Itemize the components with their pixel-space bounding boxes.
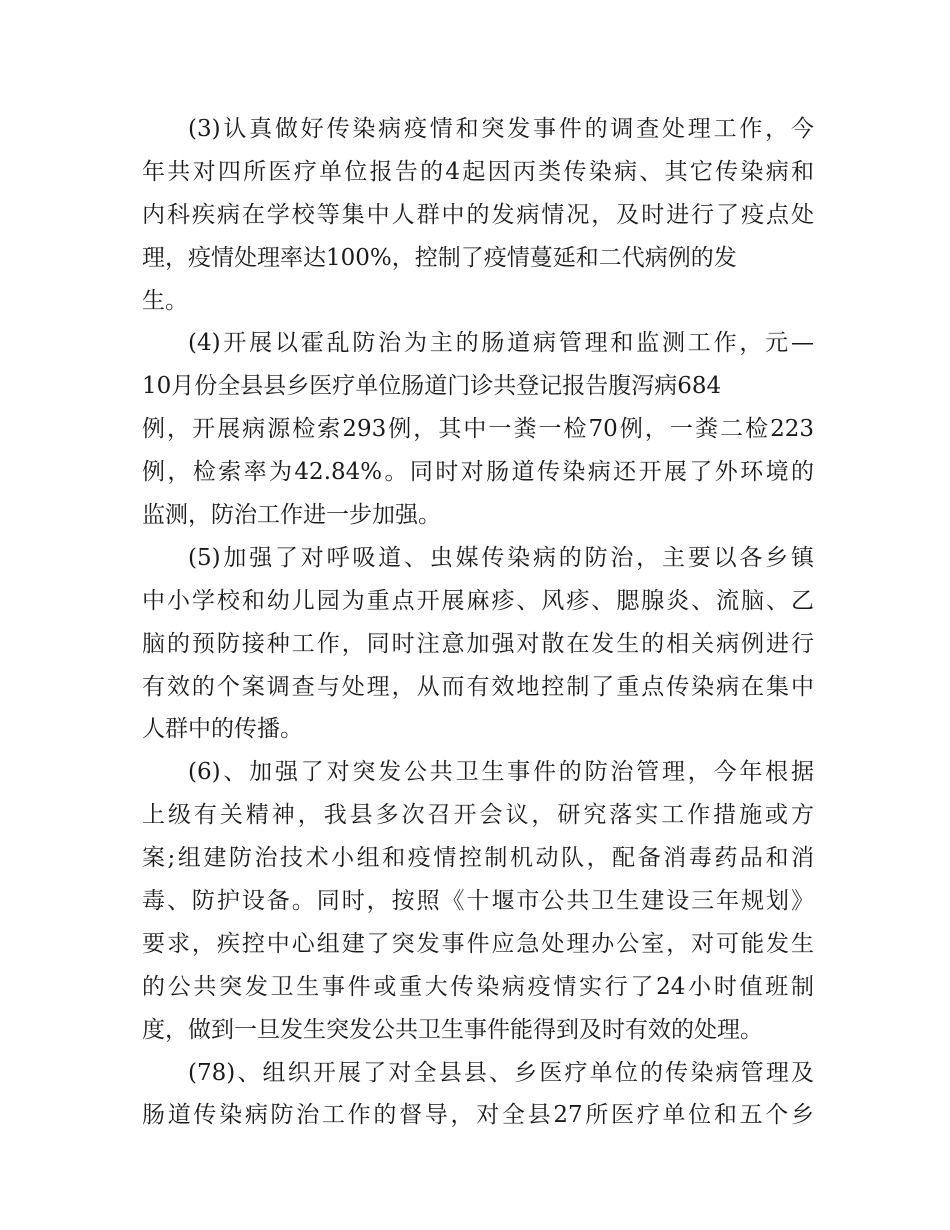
text-line: 案;组建防治技术小组和疫情控制机动队，配备消毒药品和消 <box>142 845 814 872</box>
text-line: 监测，防治工作进一步加强。 <box>142 502 441 529</box>
text-line: (3)认真做好传染病疫情和突发事件的调查处理工作，今 <box>188 116 814 142</box>
document-body <box>142 108 814 1137</box>
text-line: 中小学校和幼儿园为重点开展麻疹、风疹、腮腺炎、流脑、乙 <box>142 587 814 614</box>
text-line: 要求，疾控中心组建了突发事件应急处理办公室，对可能发生 <box>142 930 814 957</box>
text-line: 理，疫情处理率达100%，控制了疫情蔓延和二代病例的发 <box>142 244 737 271</box>
text-line: 毒、防护设备。同时，按照《十堰市公共卫生建设三年规划》 <box>142 888 814 915</box>
text-line: 10月份全县县乡医疗单位肠道门诊共登记报告腹泻病684 <box>142 373 722 400</box>
paragraph-3 <box>142 108 814 322</box>
text-line: 内科疾病在学校等集中人群中的发病情况，及时进行了疫点处 <box>142 201 814 228</box>
text-line: (6)、加强了对突发公共卫生事件的防治管理，今年根据 <box>188 759 814 786</box>
paragraph-5 <box>142 537 814 751</box>
text-line: 脑的预防接种工作，同时注意加强对散在发生的相关病例进行 <box>142 630 814 657</box>
text-line: 年共对四所医疗单位报告的4起因丙类传染病、其它传染病和 <box>142 158 814 185</box>
text-line: 有效的个案调查与处理，从而有效地控制了重点传染病在集中 <box>142 673 814 700</box>
text-line: 的公共突发卫生事件或重大传染病疫情实行了24小时值班制 <box>142 973 814 1000</box>
text-line: 例，开展病源检索293例，其中一粪一检70例，一粪二检223 <box>142 416 814 443</box>
text-line: 生。 <box>142 287 188 314</box>
paragraph-6 <box>142 751 814 1051</box>
text-line: (5)加强了对呼吸道、虫媒传染病的防治，主要以各乡镇 <box>188 544 814 571</box>
text-line: 肠道传染病防治工作的督导，对全县27所医疗单位和五个乡 <box>142 1102 814 1129</box>
text-line: (78)、组织开展了对全县县、乡医疗单位的传染病管理及 <box>188 1059 814 1086</box>
text-line: 度，做到一旦发生突发公共卫生事件能得到及时有效的处理。 <box>142 1016 763 1043</box>
text-line: 人群中的传播。 <box>142 716 303 743</box>
paragraph-4 <box>142 322 814 536</box>
text-line: (4)开展以霍乱防治为主的肠道病管理和监测工作，元— <box>188 330 814 357</box>
text-line: 上级有关精神，我县多次召开会议，研究落实工作措施或方 <box>142 802 814 829</box>
text-line: 例，检索率为42.84%。同时对肠道传染病还开展了外环境的 <box>142 459 814 486</box>
paragraph-78 <box>142 1052 814 1138</box>
